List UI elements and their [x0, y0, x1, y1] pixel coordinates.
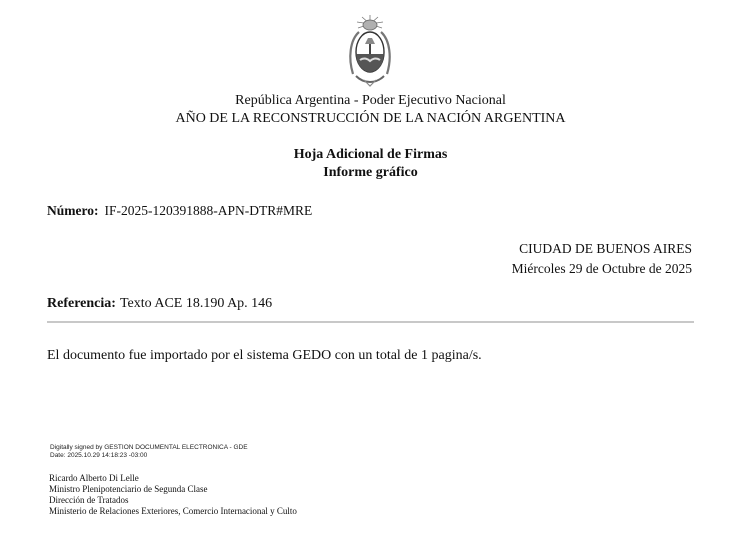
digital-signature-date: Date: 2025.10.29 14:18:23 -03:00 — [50, 451, 148, 459]
digital-signature-signed-by: Digitally signed by GESTION DOCUMENTAL ELECTRONICA - GDE — [50, 444, 248, 451]
reference-value: Texto ACE 18.190 Ap. 146 — [119, 296, 273, 311]
signer-ministry: Ministerio de Relaciones Exteriores, Comercio Internacional y Culto — [49, 506, 297, 516]
signer-block — [49, 473, 297, 517]
document-subtitle: Informe gráfico — [323, 165, 418, 180]
reference — [47, 296, 272, 312]
reference-label: Referencia: — [47, 296, 116, 311]
digital-signature-stamp — [50, 444, 248, 459]
date: Miércoles 29 de Octubre de 2025 — [511, 261, 692, 276]
header-government-line: República Argentina - Poder Ejecutivo Nacional — [235, 93, 506, 108]
document-number — [47, 203, 312, 219]
header-year-motto: AÑO DE LA RECONSTRUCCIÓN DE LA NACIÓN ARGENTINA — [175, 111, 566, 126]
signer-title: Ministro Plenipotenciario de Segunda Clase — [49, 484, 208, 494]
place: CIUDAD DE BUENOS AIRES — [519, 241, 692, 256]
document-number-label: Número: — [47, 203, 99, 218]
coat-of-arms-icon — [346, 14, 394, 92]
document-title: Hoja Adicional de Firmas — [293, 147, 448, 162]
divider — [47, 321, 694, 323]
signer-office: Dirección de Tratados — [49, 495, 129, 505]
body-text: El documento fue importado por el sistema GEDO con un total de 1 pagina/s. — [47, 348, 482, 363]
document-number-value: IF-2025-120391888-APN-DTR#MRE — [104, 203, 313, 218]
signer-name: Ricardo Alberto Di Lelle — [49, 473, 139, 483]
